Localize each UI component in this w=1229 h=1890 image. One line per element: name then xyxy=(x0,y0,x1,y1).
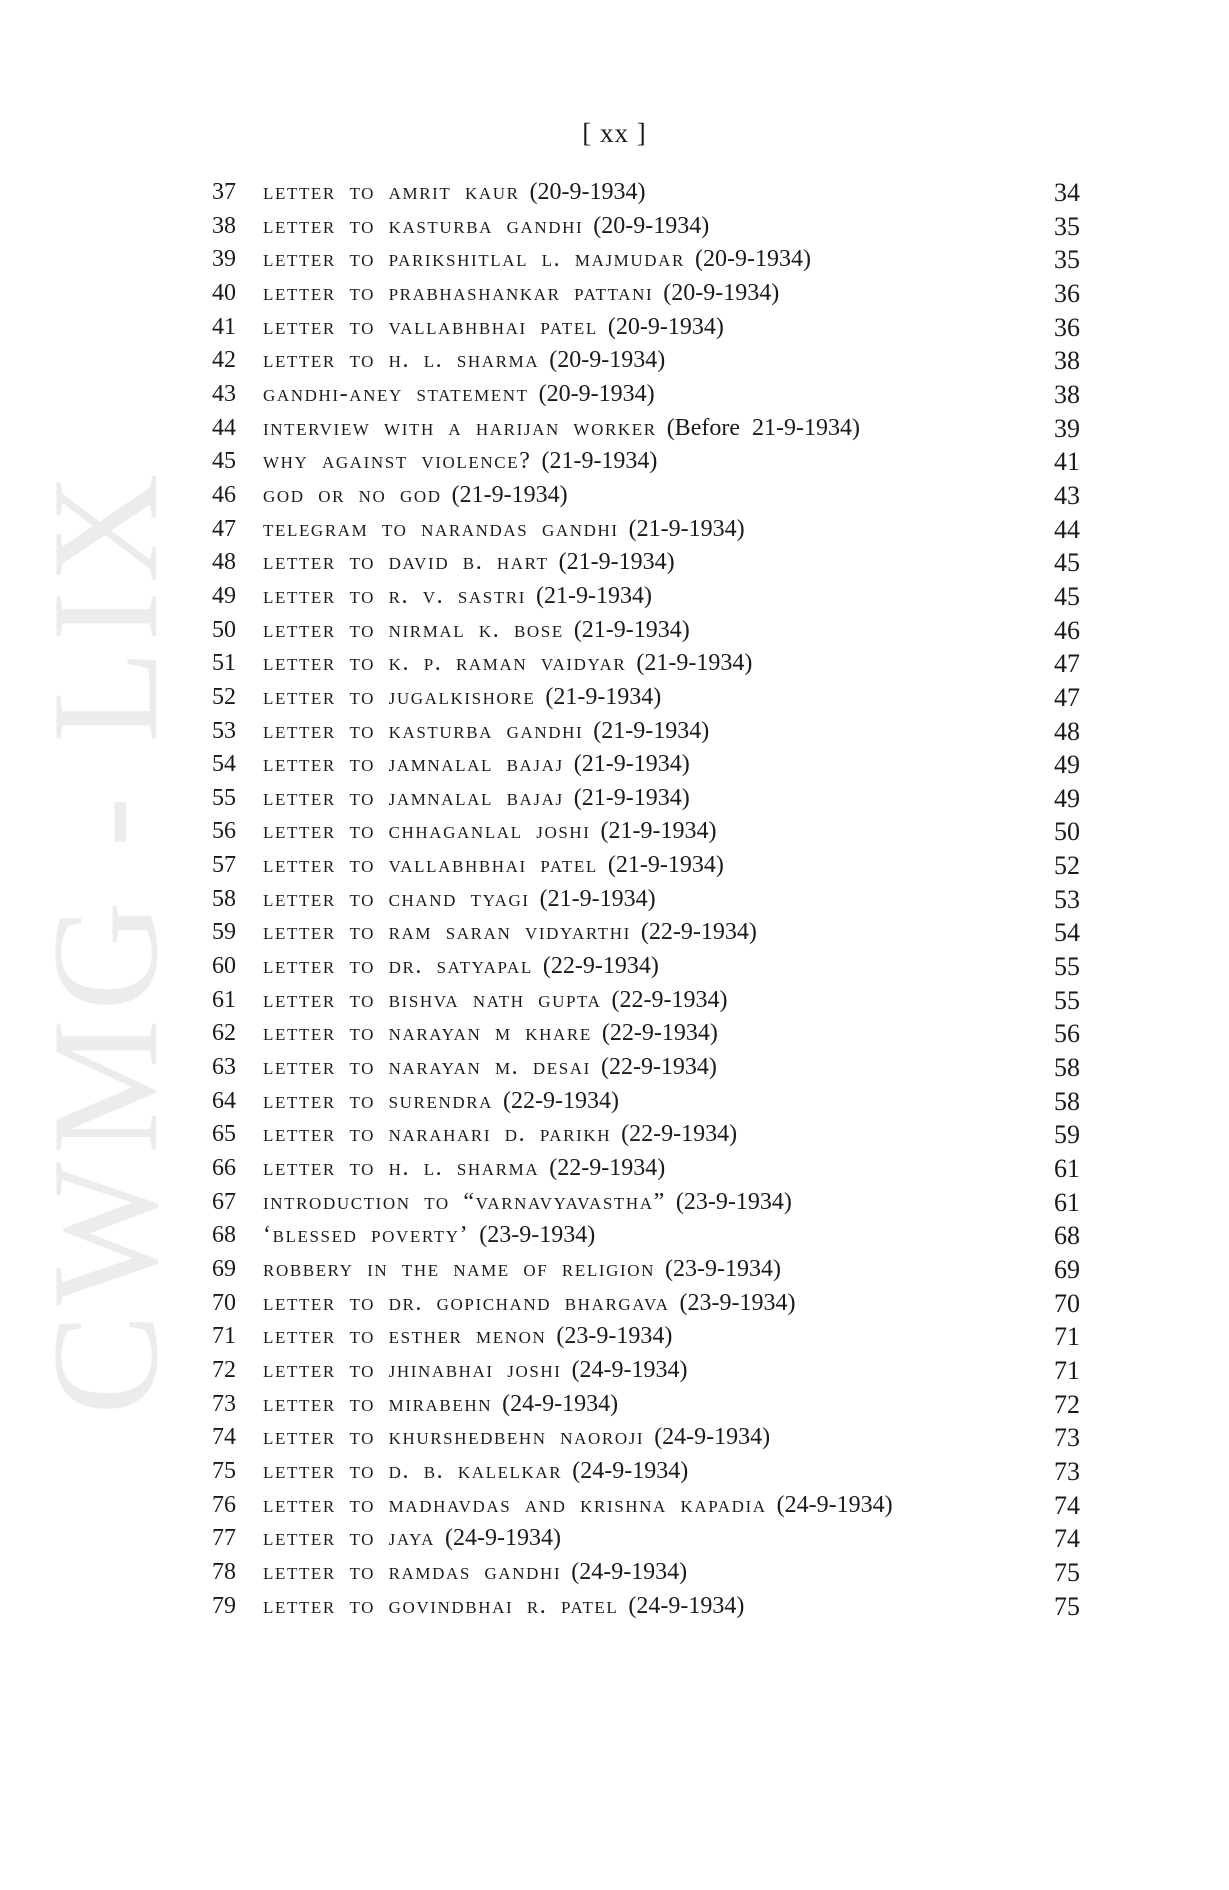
entry-number: 65 xyxy=(212,1121,236,1148)
toc-entry xyxy=(200,1118,1080,1152)
entry-number: 74 xyxy=(212,1424,236,1451)
entry-date: (21-9-1934) xyxy=(636,650,753,677)
entry-title-text: letter to narahari d. parikh xyxy=(263,1121,612,1148)
entry-title xyxy=(263,614,690,648)
entry-number: 56 xyxy=(212,818,236,845)
entry-page-number: 45 xyxy=(1054,581,1080,611)
entry-title-text: letter to david b. hart xyxy=(263,549,549,576)
entry-date: (21-9-1934) xyxy=(558,549,675,576)
entry-page-number: 47 xyxy=(1054,649,1080,679)
entry-number: 51 xyxy=(212,650,236,677)
toc-entry xyxy=(200,1354,1080,1388)
entry-page-number: 49 xyxy=(1054,783,1080,813)
table-of-contents xyxy=(200,176,1080,1623)
entry-title xyxy=(263,1556,687,1590)
entry-title-text: god or no god xyxy=(263,481,442,508)
entry-page-number: 53 xyxy=(1054,884,1080,914)
entry-date: (21-9-1934) xyxy=(541,448,658,475)
toc-entry xyxy=(200,479,1080,513)
entry-title xyxy=(263,580,652,614)
entry-page-number: 45 xyxy=(1054,548,1080,578)
entry-title xyxy=(263,1421,770,1455)
toc-entry xyxy=(200,1455,1080,1489)
toc-entry xyxy=(200,546,1080,580)
entry-title-text: letter to jamnalal bajaj xyxy=(263,751,564,778)
entry-page-number: 59 xyxy=(1054,1120,1080,1150)
entry-number: 39 xyxy=(212,246,236,273)
entry-title-text: letter to h. l. sharma xyxy=(263,1155,540,1182)
entry-date: (21-9-1934) xyxy=(545,683,662,710)
entry-title xyxy=(263,1219,595,1253)
entry-number: 59 xyxy=(212,919,236,946)
entry-page-number: 69 xyxy=(1054,1255,1080,1284)
toc-entry xyxy=(200,782,1080,816)
entry-date: (21-9-1934) xyxy=(600,818,717,845)
entry-date: (20-9-1934) xyxy=(529,179,646,205)
entry-date: (21-9-1934) xyxy=(573,616,690,643)
entry-date: (22-9-1934) xyxy=(549,1155,666,1182)
entry-title-text: letter to jhinabhai joshi xyxy=(263,1356,562,1383)
entry-title xyxy=(263,1017,718,1051)
cwmg-watermark: CWMG - LIX xyxy=(21,465,189,1415)
entry-title xyxy=(263,715,709,749)
entry-number: 52 xyxy=(212,683,236,710)
entry-title xyxy=(263,513,745,547)
entry-date: (23-9-1934) xyxy=(556,1323,673,1350)
entry-title xyxy=(263,1051,717,1085)
toc-entry xyxy=(200,1152,1080,1186)
entry-number: 50 xyxy=(212,616,236,643)
entry-title-text: letter to ram saran vidyarthi xyxy=(263,919,631,946)
toc-entry xyxy=(200,1186,1080,1220)
entry-title-text: letter to surendra xyxy=(263,1087,494,1114)
entry-title-text: letter to jaya xyxy=(263,1525,436,1552)
toc-entry xyxy=(200,849,1080,883)
entry-date: (20-9-1934) xyxy=(593,212,710,239)
entry-title-text: letter to ramdas gandhi xyxy=(263,1558,562,1585)
entry-date: (21-9-1934) xyxy=(539,885,656,912)
entry-title-text: letter to kasturba gandhi xyxy=(263,717,584,744)
entry-date: (20-9-1934) xyxy=(694,246,811,273)
entry-number: 68 xyxy=(212,1222,236,1249)
entry-date: (21-9-1934) xyxy=(607,852,724,879)
entry-date: (20-9-1934) xyxy=(538,380,655,407)
entry-date: (20-9-1934) xyxy=(607,313,724,340)
entry-page-number: 61 xyxy=(1054,1187,1080,1217)
entry-date: (24-9-1934) xyxy=(776,1491,893,1518)
entry-page-number: 73 xyxy=(1054,1423,1080,1453)
entry-title-text: telegram to narandas gandhi xyxy=(263,515,619,542)
entry-title-text: letter to k. p. raman vaidyar xyxy=(263,650,627,677)
entry-page-number: 36 xyxy=(1054,312,1080,342)
entry-title xyxy=(263,546,675,580)
entry-page-number: 74 xyxy=(1054,1524,1080,1554)
toc-entry xyxy=(200,681,1080,715)
entry-page-number: 70 xyxy=(1054,1288,1080,1318)
entry-number: 43 xyxy=(212,380,236,407)
entry-number: 70 xyxy=(212,1289,236,1316)
toc-entry xyxy=(200,277,1080,311)
entry-date: (24-9-1934) xyxy=(654,1424,771,1451)
entry-title-text: letter to prabhashankar pattani xyxy=(263,279,654,306)
entry-title-text: letter to nirmal k. bose xyxy=(263,616,564,643)
entry-date: (20-9-1934) xyxy=(549,347,666,374)
toc-entry xyxy=(200,715,1080,749)
entry-title xyxy=(263,479,568,513)
entry-title-text: letter to kasturba gandhi xyxy=(263,212,584,239)
entry-page-number: 54 xyxy=(1054,918,1080,948)
toc-entry xyxy=(200,1388,1080,1422)
entry-date: (21-9-1934) xyxy=(573,751,690,778)
toc-entry xyxy=(200,1253,1080,1287)
entry-number: 48 xyxy=(212,549,236,576)
toc-entry xyxy=(200,1590,1080,1624)
entry-date: (22-9-1934) xyxy=(542,953,659,980)
toc-entry xyxy=(200,445,1080,479)
entry-title xyxy=(263,1085,619,1119)
toc-entry xyxy=(200,916,1080,950)
entry-title xyxy=(263,1253,781,1287)
entry-title xyxy=(263,849,724,883)
entry-number: 77 xyxy=(212,1525,236,1552)
entry-title-text: letter to govindbhai r. patel xyxy=(263,1592,619,1619)
toc-entry xyxy=(200,344,1080,378)
entry-page-number: 55 xyxy=(1054,952,1080,982)
entry-title-text: ‘blessed poverty’ xyxy=(263,1222,470,1249)
toc-entry xyxy=(200,614,1080,648)
entry-title xyxy=(263,883,656,917)
toc-entry xyxy=(200,950,1080,984)
entry-date: (24-9-1934) xyxy=(572,1457,689,1484)
entry-title-text: interview with a harijan worker xyxy=(263,414,657,441)
toc-entry xyxy=(200,243,1080,277)
entry-date: (22-9-1934) xyxy=(621,1121,738,1148)
entry-page-number: 44 xyxy=(1054,514,1080,544)
entry-number: 53 xyxy=(212,717,236,744)
toc-entry xyxy=(200,1085,1080,1119)
entry-page-number: 71 xyxy=(1054,1355,1080,1385)
entry-date: (21-9-1934) xyxy=(593,717,710,744)
toc-entry xyxy=(200,815,1080,849)
entry-date: (24-9-1934) xyxy=(571,1356,688,1383)
entry-number: 55 xyxy=(212,784,236,811)
entry-page-number: 61 xyxy=(1054,1154,1080,1184)
entry-title-text: letter to jugalkishore xyxy=(263,683,536,710)
entry-title xyxy=(263,1152,665,1186)
toc-entry xyxy=(200,1287,1080,1321)
entry-title xyxy=(263,815,717,849)
entry-date: (Before 21-9-1934) xyxy=(666,414,860,441)
entry-page-number: 73 xyxy=(1054,1456,1080,1486)
entry-title xyxy=(263,748,690,782)
entry-title xyxy=(263,984,728,1018)
entry-title xyxy=(263,916,757,950)
entry-date: (22-9-1934) xyxy=(611,986,728,1013)
entry-title xyxy=(263,311,724,345)
entry-number: 73 xyxy=(212,1390,236,1417)
entry-number: 61 xyxy=(212,986,236,1013)
entry-page-number: 47 xyxy=(1054,682,1080,712)
entry-title-text: letter to vallabhbhai patel xyxy=(263,852,598,879)
toc-entry xyxy=(200,647,1080,681)
entry-title-text: letter to narayan m khare xyxy=(263,1020,592,1047)
entry-date: (23-9-1934) xyxy=(679,1289,796,1316)
entry-title xyxy=(263,1388,618,1422)
toc-entry xyxy=(200,1556,1080,1590)
entry-page-number: 36 xyxy=(1054,278,1080,308)
toc-entry xyxy=(200,513,1080,547)
toc-entry xyxy=(200,1017,1080,1051)
entry-title xyxy=(263,176,646,210)
entry-number: 76 xyxy=(212,1491,236,1518)
entry-title-text: letter to vallabhbhai patel xyxy=(263,313,598,340)
toc-entry xyxy=(200,311,1080,345)
entry-title xyxy=(263,1186,792,1220)
toc-entry xyxy=(200,1320,1080,1354)
entry-number: 58 xyxy=(212,885,236,912)
entry-title-text: robbery in the name of religion xyxy=(263,1256,655,1282)
entry-title xyxy=(263,647,752,681)
entry-page-number: 55 xyxy=(1054,985,1080,1015)
entry-number: 54 xyxy=(212,751,236,778)
entry-number: 67 xyxy=(212,1188,236,1215)
entry-date: (22-9-1934) xyxy=(640,919,757,946)
entry-date: (23-9-1934) xyxy=(664,1256,781,1282)
entry-title xyxy=(263,1354,688,1388)
entry-title-text: letter to mirabehn xyxy=(263,1390,493,1417)
entry-number: 44 xyxy=(212,414,236,441)
entry-title-text: gandhi-aney statement xyxy=(263,380,529,407)
entry-title-text: letter to parikshitlal l. majmudar xyxy=(263,246,685,273)
entry-date: (21-9-1934) xyxy=(451,481,568,508)
entry-page-number: 58 xyxy=(1054,1053,1080,1083)
entry-date: (22-9-1934) xyxy=(601,1020,718,1047)
entry-title xyxy=(263,277,779,311)
toc-entry xyxy=(200,580,1080,614)
entry-date: (24-9-1934) xyxy=(445,1525,561,1552)
entry-number: 37 xyxy=(212,179,236,205)
entry-title xyxy=(263,1590,744,1624)
entry-title xyxy=(263,1320,672,1354)
entry-page-number: 39 xyxy=(1054,413,1080,443)
entry-page-number: 56 xyxy=(1054,1019,1080,1049)
entry-number: 64 xyxy=(212,1087,236,1114)
entry-title-text: letter to r. v. sastri xyxy=(263,582,527,609)
toc-entry xyxy=(200,1489,1080,1523)
entry-title xyxy=(263,344,665,378)
entry-title-text: letter to amrit kaur xyxy=(263,179,520,205)
toc-entry xyxy=(200,378,1080,412)
entry-number: 79 xyxy=(212,1592,236,1619)
entry-title-text: letter to jamnalal bajaj xyxy=(263,784,564,811)
toc-entry xyxy=(200,984,1080,1018)
entry-page-number: 43 xyxy=(1054,480,1080,510)
entry-number: 40 xyxy=(212,279,236,306)
entry-page-number: 72 xyxy=(1054,1389,1080,1419)
entry-number: 38 xyxy=(212,212,236,239)
entry-page-number: 50 xyxy=(1054,817,1080,847)
entry-date: (24-9-1934) xyxy=(502,1390,619,1417)
entry-title xyxy=(263,1522,561,1556)
entry-page-number: 34 xyxy=(1054,178,1080,207)
entry-number: 78 xyxy=(212,1558,236,1585)
page-header: [ xx ] xyxy=(582,118,647,148)
entry-page-number: 38 xyxy=(1054,379,1080,409)
entry-number: 47 xyxy=(212,515,236,542)
entry-date: (22-9-1934) xyxy=(600,1054,717,1081)
entry-title xyxy=(263,782,690,816)
entry-title xyxy=(263,1455,688,1489)
entry-number: 60 xyxy=(212,953,236,980)
entry-page-number: 35 xyxy=(1054,245,1080,275)
entry-title xyxy=(263,378,655,412)
entry-page-number: 35 xyxy=(1054,211,1080,241)
toc-entry xyxy=(200,1421,1080,1455)
entry-page-number: 52 xyxy=(1054,851,1080,881)
entry-number: 46 xyxy=(212,481,236,508)
entry-number: 66 xyxy=(212,1155,236,1182)
entry-page-number: 46 xyxy=(1054,615,1080,645)
entry-date: (24-9-1934) xyxy=(571,1558,688,1585)
toc-entry xyxy=(200,883,1080,917)
entry-title-text: introduction to “varnavyavastha” xyxy=(263,1188,666,1215)
entry-number: 69 xyxy=(212,1256,236,1282)
entry-number: 71 xyxy=(212,1323,236,1350)
entry-title xyxy=(263,1489,893,1523)
entry-title-text: letter to dr. gopichand bhargava xyxy=(263,1289,670,1316)
entry-date: (24-9-1934) xyxy=(628,1592,745,1619)
entry-title xyxy=(263,681,661,715)
entry-page-number: 71 xyxy=(1054,1322,1080,1352)
toc-entry xyxy=(200,1522,1080,1556)
entry-title-text: letter to bishva nath gupta xyxy=(263,986,602,1013)
entry-page-number: 75 xyxy=(1054,1591,1080,1621)
entry-number: 75 xyxy=(212,1457,236,1484)
entry-date: (22-9-1934) xyxy=(503,1087,620,1114)
entry-number: 72 xyxy=(212,1356,236,1383)
entry-title-text: letter to narayan m. desai xyxy=(263,1054,591,1081)
entry-date: (21-9-1934) xyxy=(628,515,745,542)
entry-page-number: 41 xyxy=(1054,447,1080,477)
entry-title-text: letter to madhavdas and krishna kapadia xyxy=(263,1491,767,1518)
toc-entry xyxy=(200,210,1080,244)
entry-number: 42 xyxy=(212,347,236,374)
toc-entry xyxy=(200,1219,1080,1253)
entry-title-text: letter to khurshedbehn naoroji xyxy=(263,1424,645,1451)
entry-title-text: letter to h. l. sharma xyxy=(263,347,540,374)
entry-date: (23-9-1934) xyxy=(675,1188,792,1215)
toc-entry xyxy=(200,176,1080,210)
entry-title xyxy=(263,1118,737,1152)
entry-title xyxy=(263,210,709,244)
entry-page-number: 49 xyxy=(1054,750,1080,780)
entry-page-number: 48 xyxy=(1054,716,1080,746)
entry-title-text: letter to esther menon xyxy=(263,1323,547,1350)
entry-number: 63 xyxy=(212,1054,236,1081)
entry-page-number: 74 xyxy=(1054,1490,1080,1520)
entry-title xyxy=(263,243,811,277)
entry-title xyxy=(263,950,659,984)
entry-title xyxy=(263,445,657,479)
entry-page-number: 38 xyxy=(1054,346,1080,376)
entry-date: (20-9-1934) xyxy=(663,279,780,306)
entry-title-text: letter to chhaganlal joshi xyxy=(263,818,591,845)
entry-title-text: letter to d. b. kalelkar xyxy=(263,1457,563,1484)
entry-date: (23-9-1934) xyxy=(479,1222,596,1249)
entry-title-text: why against violence? xyxy=(263,448,532,475)
toc-entry xyxy=(200,412,1080,446)
entry-number: 62 xyxy=(212,1020,236,1047)
entry-page-number: 68 xyxy=(1054,1221,1080,1251)
entry-number: 57 xyxy=(212,852,236,879)
entry-number: 45 xyxy=(212,448,236,475)
entry-page-number: 75 xyxy=(1054,1557,1080,1587)
entry-title-text: letter to chand tyagi xyxy=(263,885,530,912)
entry-number: 49 xyxy=(212,582,236,609)
entry-page-number: 58 xyxy=(1054,1086,1080,1116)
entry-date: (21-9-1934) xyxy=(573,784,690,811)
entry-number: 41 xyxy=(212,313,236,340)
entry-title xyxy=(263,412,860,446)
entry-title xyxy=(263,1287,795,1321)
entry-title-text: letter to dr. satyapal xyxy=(263,953,533,980)
entry-date: (21-9-1934) xyxy=(536,582,652,609)
toc-entry xyxy=(200,1051,1080,1085)
toc-entry xyxy=(200,748,1080,782)
